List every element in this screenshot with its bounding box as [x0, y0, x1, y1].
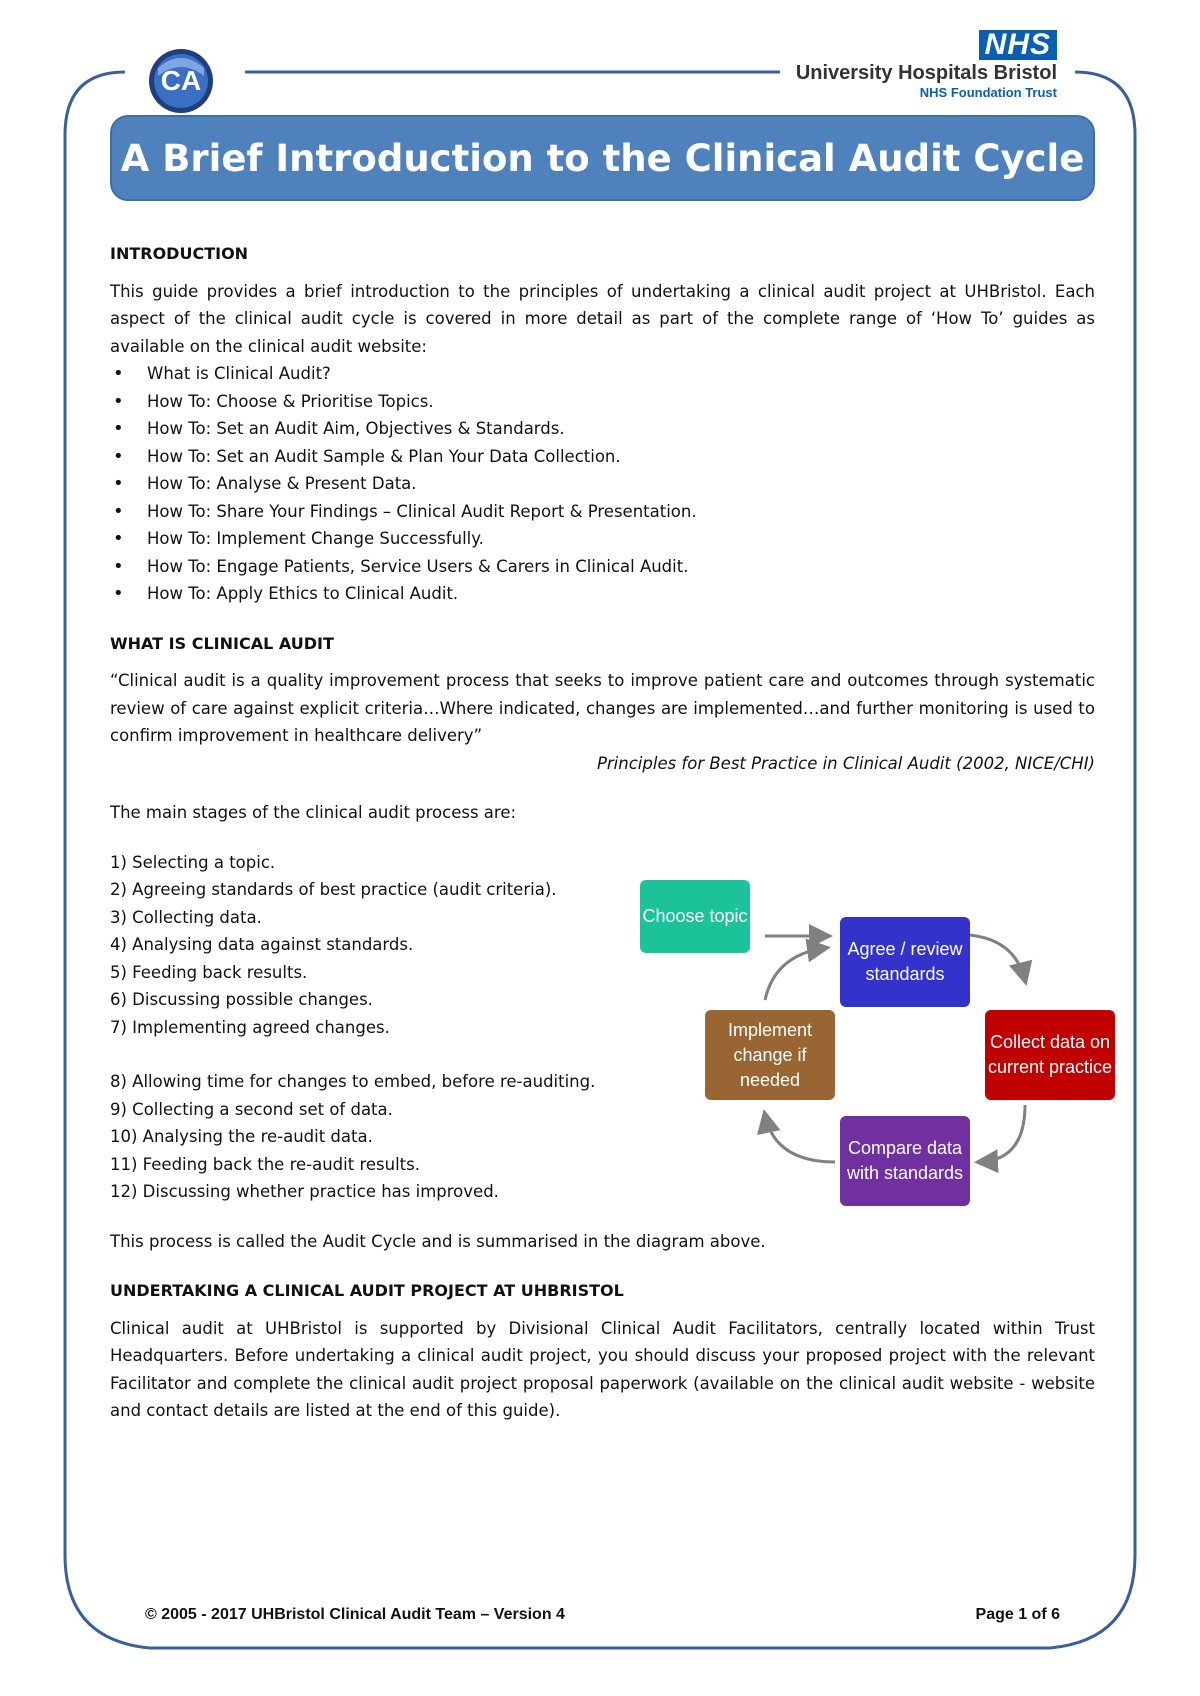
trust-name: NHS Foundation Trust: [919, 85, 1057, 100]
quote-citation: Principles for Best Practice in Clinical Audit (2002, NICE/CHI): [596, 753, 1095, 773]
audit-cycle-diagram: [640, 880, 1120, 1210]
how-to-list: [110, 360, 1095, 608]
stage-item: 11) Feeding back the re-audit results.: [110, 1154, 420, 1174]
page-footer: [145, 1606, 1060, 1624]
ca-logo-text: CA: [160, 65, 202, 96]
stage-item: 7) Implementing agreed changes.: [110, 1017, 390, 1037]
cycle-summary: This process is called the Audit Cycle and is summarised in the diagram above.: [110, 1231, 766, 1251]
stage-item: 8) Allowing time for changes to embed, before re-auditing.: [110, 1072, 596, 1091]
stage-item: 10) Analysing the re-audit data.: [110, 1127, 373, 1146]
undertaking-heading: UNDERTAKING A CLINICAL AUDIT PROJECT AT UHBRISTOL: [110, 1281, 624, 1300]
list-item: • How To: Apply Ethics to Clinical Audit.: [110, 580, 1095, 608]
undertaking-paragraph: Clinical audit at UHBristol is supported by Divisional Clinical Audit Facilitators, centrally located within Trust Headquarters. Before undertaking a clinical audit project, you should discuss your proposed project with the relevant Facilitator and complete the clinical audit project proposal paperwork (available on the clinical audit website - website and contact details are listed at the end of this guide).: [110, 1318, 1095, 1420]
stage-item: 2) Agreeing standards of best practice (audit criteria).: [110, 880, 557, 899]
list-item: • How To: Implement Change Successfully.: [110, 525, 1095, 553]
list-item: • How To: Analyse & Present Data.: [110, 470, 1095, 498]
stage-item: 9) Collecting a second set of data.: [110, 1099, 393, 1119]
introduction-heading: INTRODUCTION: [110, 244, 249, 263]
introduction-paragraph: This guide provides a brief introduction to the principles of undertaking a clinical audit project at UHBristol. Each aspect of the clinical audit cycle is covered in more detail as part of the complete range of ‘How To’ guides as available on the clinical audit website:: [110, 281, 1095, 356]
stages-intro: The main stages of the clinical audit process are:: [110, 803, 517, 822]
stage-item: 12) Discussing whether practice has improved.: [110, 1182, 499, 1201]
arrow-implement-to-agree: [765, 948, 825, 1000]
stage-item: 1) Selecting a topic.: [110, 852, 276, 872]
arrow-collect-to-compare: [980, 1105, 1025, 1162]
what-is-heading: WHAT IS CLINICAL AUDIT: [110, 633, 334, 653]
stage-list: [110, 849, 650, 1206]
document-body: [110, 240, 1095, 1425]
list-item: • What is Clinical Audit?: [110, 360, 1095, 388]
list-item: • How To: Share Your Findings – Clinical Audit Report & Presentation.: [110, 498, 1095, 526]
audit-definition-quote: “Clinical audit is a quality improvement process that seeks to improve patient care and outcomes through systematic review of care against explicit criteria…Where indicated, changes are implemented…and further monitoring is used to confirm improvement in healthcare delivery”: [110, 671, 1095, 745]
title-banner: [110, 115, 1095, 201]
page-number: Page 1 of 6: [975, 1606, 1060, 1623]
nhs-badge: NHS: [979, 30, 1057, 60]
choose-topic-node: Choose topic: [640, 880, 750, 953]
org-name: University Hospitals Bristol: [795, 62, 1057, 84]
list-item: • How To: Engage Patients, Service Users & Carers in Clinical Audit.: [110, 553, 1095, 581]
stage-item: 4) Analysing data against standards.: [110, 935, 414, 954]
stage-item: 5) Feeding back results.: [110, 962, 308, 982]
agree-standards-node: Agree / review standards: [840, 917, 970, 1007]
implement-change-node: Implement change if needed: [705, 1010, 835, 1100]
stage-item: 6) Discussing possible changes.: [110, 990, 373, 1009]
compare-data-node: Compare data with standards: [840, 1116, 970, 1206]
copyright-text: © 2005 - 2017 UHBristol Clinical Audit Team – Version 4: [145, 1606, 565, 1623]
list-item: • How To: Set an Audit Aim, Objectives & Standards.: [110, 415, 1095, 443]
ca-logo: [146, 46, 216, 116]
nhs-logo: [796, 30, 1057, 100]
arrow-agree-to-collect: [970, 935, 1025, 980]
list-item: • How To: Choose & Prioritise Topics.: [110, 388, 1095, 416]
arrow-compare-to-implement: [765, 1115, 835, 1162]
list-item: • How To: Set an Audit Sample & Plan Your Data Collection.: [110, 443, 1095, 471]
collect-data-node: Collect data on current practice: [985, 1010, 1115, 1100]
stage-item: 3) Collecting data.: [110, 907, 262, 927]
page-title: A Brief Introduction to the Clinical Audit Cycle: [120, 136, 1085, 180]
